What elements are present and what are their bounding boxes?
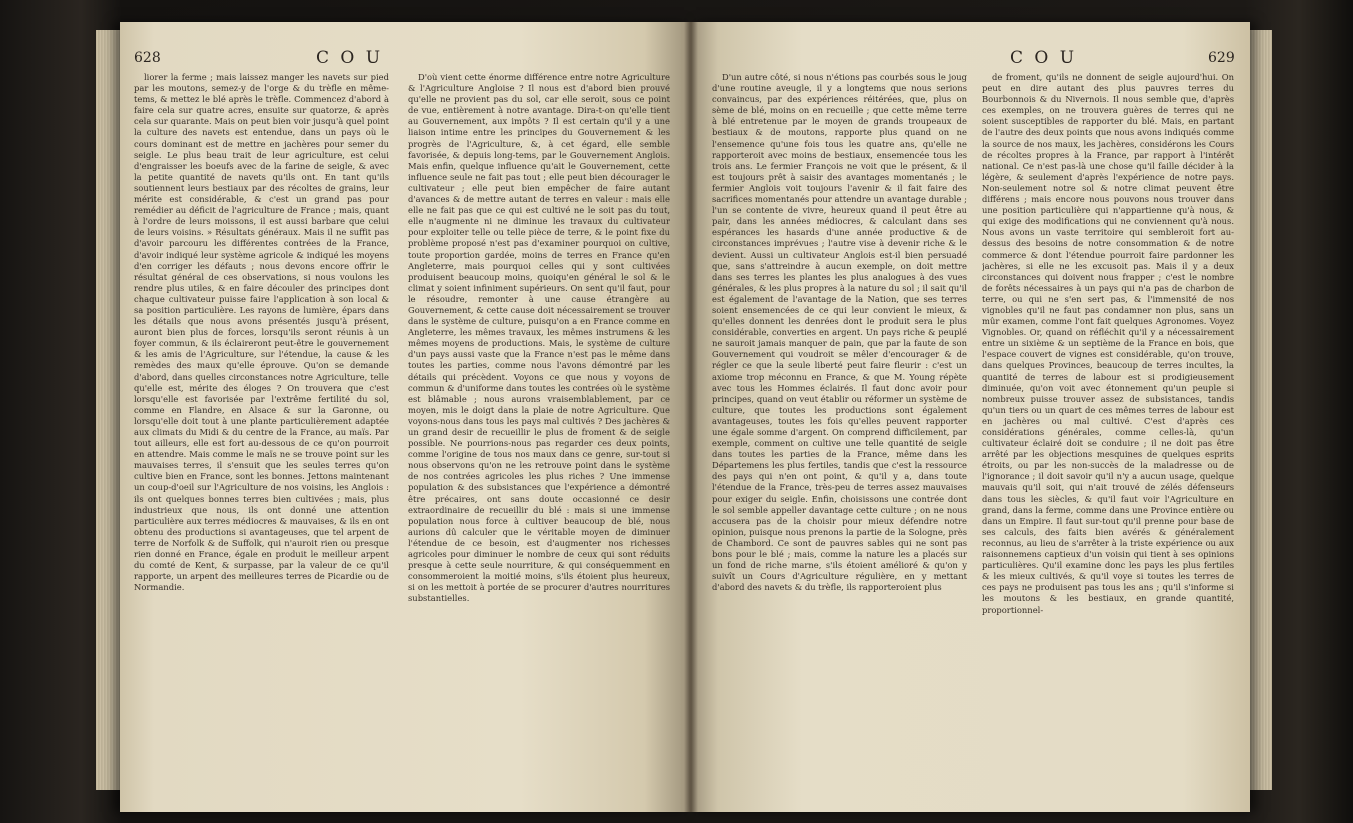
column-text: liorer la ferme ; mais laissez manger les navets sur pied par les moutons, semez-y de l'orge & du trèfle en même-tems, & mettez le blé après le trèfle. Commencez d'abord à faire cela sur quatre acres, ensuite sur quatorze, & après cela sur quarante. Mais on peut bien voir jusqu'à quel point la culture des navets est entendue, dans un pays où le cours dominant est de mettre en jachères pour semer du seigle. Le plus beau trait de leur agriculture, est celui d'engraisser les boeufs avec de la farine de seigle, & avec la petite quantité de navets qu'ils ont. En tant qu'ils soutiennent leurs bestiaux par des récoltes de grains, leur mérite est considérable, & c'est un grand pas pour remédier au déficit de l'agriculture de France ; mais, quant à l'ordre de leurs moissons, il est aussi barbare que celui de leurs voisins. » Résultats généraux. Mais il ne suffit pas d'avoir parcouru les différentes contrées de la France, d'avoir indiqué leur système agricole & indiqué les moyens d'en corriger les défauts ; nous devons encore offrir le résultat général de ces observations, si nous voulons les rendre plus utiles, & en faire découler des principes dont chaque cultivateur puisse faire l'application à son local & sa position particulière. Les rayons de lumière, épars dans les détails que nous avons présentés jusqu'à présent, auront bien plus de forces, lorsqu'ils seront réunis à un foyer commun, & ils éclaireront peut-être le gouvernement & les amis de l'Agriculture, sur l'étendue, la cause & les remèdes des maux qu'elle éprouve. Qu'on se demande d'abord, dans quelles circonstances notre Agriculture, telle qu'elle est, mérite des éloges ? On trouvera que c'est lorsqu'elle est favorisée par l'extrême fertilité du sol, comme en Flandre, en Alsace & sur la Garonne, ou lorsqu'elle doit tout à une plante particulièrement adaptée aux climats du Midi & du centre de la France, au maïs. Par tout ailleurs, elle est fort au-dessous de ce qu'on pourroit en attendre. Mais comme le maïs ne se trouve point sur les mauvaises terres, il s'ensuit que les seules terres qu'on cultive bien en France, sont les bonnes. Jettons maintenant un coup-d'oeil sur l'Agriculture de nos voisins, les Anglois : ils ont quelques bonnes terres bien cultivées ; mais, plus industrieux que nous, ils ont donné une attention particulière aux terres médiocres & mauvaises, & ils en ont obtenu des productions si avantageuses, que tel arpent de terre de Norfolk & de Suffolk, qui n'auroit rien ou presque rien donné en France, égale en produit le meilleur arpent du comté de Kent, & surpasse, par la valeur de ce qu'il rapporte, un arpent des meilleures terres de Picardie ou de Normandie. (134, 72, 389, 593)
right-page (690, 22, 1250, 812)
column-text: D'où vient cette énorme différence entre notre Agriculture & l'Agriculture Angloise ? Il nous est d'abord bien prouvé qu'elle ne provient pas du sol, car elle seroit, sous ce point de vue, entièrement à notre avantage. Dira-t-on qu'elle tient au Gouvernement, aux impôts ? Il est certain qu'il y a une liaison intime entre les principes du Gouvernement & les progrès de l'Agriculture, &, à cet égard, elle semble favorisée, & depuis long-tems, par le Gouvernement Anglois. Mais enfin, quelque influence qu'ait le Gouvernement, cette influence seule ne fait pas tout ; elle peut bien décourager le cultivateur ; elle peut bien empêcher de faire autant d'avances & de mettre autant de terres en valeur : mais elle elle ne fait pas que ce qui est cultivé ne le soit pas du tout, elle n'augmente ni ne diminue les travaux du cultivateur pour exploiter telle ou telle pièce de terre, & le point fixe du problème proposé n'est pas d'examiner pourquoi on cultive, toute proportion gardée, moins de terres en France qu'en Angleterre, mais pourquoi celles qui y sont cultivées produisent beaucoup moins, quoiqu'en général le sol & le climat y soient infiniment supérieurs. On sent qu'il faut, pour le résoudre, remonter à une cause étrangère au Gouvernement, & cette cause doit nécessairement se trouver dans le système de culture, puisqu'on a en France comme en Angleterre, les mêmes travaux, les mêmes instrumens & les mêmes moyens de productions. Mais, le système de culture d'un pays aussi vaste que la France n'est pas le même dans toutes les parties, comme nous l'avons démontré par les détails qui précèdent. Voyons ce que nous y voyons de commun & d'uniforme dans toutes les contrées où le système est blâmable ; nous aurons vraisemblablement, par ce moyen, mis le doigt dans la plaie de notre Agriculture. Que voyons-nous dans tous les pays mal cultivés ? Des jachères & un grand desir de recueillir le plus de froment & de seigle possible. Ne pourrions-nous pas regarder ces deux points, comme l'origine de tous nos maux dans ce genre, sur-tout si nous observons qu'on ne les retrouve point dans le système de nos contrées agricoles les plus riches ? Une immense population & des subsistances que l'expérience a démontré être précaires, ont sans doute occasionné ce desir extraordinaire de recueillir du blé : mais si une immense population nous force à cultiver beaucoup de blé, nous aurions dû calculer que le véritable moyen de diminuer l'étendue de ce besoin, est d'augmenter nos richesses agricoles pour diminuer le nombre de ceux qui sont réduits presque à cette seule nourriture, & qui conséquemment en consommeroient la moitié moins, s'ils étoient plus heureux, si on les mettoit à portée de se procurer d'autres nourritures substantielles. (408, 72, 670, 604)
book-gutter (684, 22, 698, 812)
text-column (982, 72, 1234, 812)
running-header: C O U (1010, 48, 1078, 68)
page-number: 628 (134, 50, 161, 66)
column-text: D'un autre côté, si nous n'étions pas courbés sous le joug d'une routine aveugle, il y a longtems que nous serions convaincus, par des expériences réitérées, que, plus on sème de blé, moins on en recueille ; que cette même terre à blé entretenue par le moyen de grands troupeaux de bestiaux & de moutons, rapporte plus quand on ne l'ensemence qu'une fois tous les quatre ans, qu'elle ne rapporteroit avec moins de bestiaux, ensemencée tous les trois ans. Le fermier François ne voit que le présent, & il est toujours prêt à saisir des avantages momentanés ; le fermier Anglois voit toujours l'avenir & il fait faire des sacrifices momentanés pour attendre un avantage durable ; l'un se contente de vivre, heureux quand il peut être au pair, dans les années médiocres, & calculant dans ses espérances les hasards d'une année productive & de circonstances imprévues ; l'autre vise à devenir riche & le devient. Aussi un cultivateur Anglois est-il bien persuadé que, sans s'attreindre à aucun exemple, on doit mettre dans ses terres les plantes les plus analogues à des vues générales, & les plus propres à la nature du sol ; il sait qu'il est également de l'avantage de la Nation, que ses terres soient ensemencées de ce qui leur convient le mieux, & qu'elles donnent les denrées dont le produit sera le plus considérable, converties en argent. Un pays riche & peuplé ne sauroit jamais manquer de pain, que par la faute de son Gouvernement qui voudroit se mêler d'encourager & de régler ce que la seule liberté peut faire fleurir : c'est un axiome trop méconnu en France, & que M. Young répète avec tous les Hommes éclairés. Il faut donc avoir pour principes, quand on veut établir ou réformer un système de culture, que toutes les productions sont également avantageuses, toutes les fois qu'elles peuvent rapporter une égale somme d'argent. On comprend difficilement, par exemple, comment on cultive une telle quantité de seigle dans toutes les parties de la France, même dans les Départemens les plus fertiles, tandis que c'est la ressource des pays qui n'en ont point, & qu'il y a, dans toute l'étendue de la France, très-peu de terres assez mauvaises pour exiger du seigle. Enfin, choisissons une contrée dont le sol semble appeller davantage cette culture ; on ne nous accusera pas de la choisir pour mieux défendre notre opinion, puisque nous prenons la partie de la Sologne, près de Chambord. Ce sont de pauvres sables qui ne sont pas bons pour le blé ; mais, comme la nature les a placés sur un fond de riche marne, s'ils étoient amélioré & qu'on y suivît un Cours d'Agriculture régulière, en y mettant d'abord des navets & du trèfle, ils rapporteroient plus (712, 72, 967, 593)
left-page-edges (96, 30, 122, 790)
running-header: C O U (316, 48, 384, 68)
page-number: 629 (1208, 50, 1235, 66)
text-column (408, 72, 670, 812)
text-column (134, 72, 389, 812)
left-page (120, 22, 690, 812)
column-text: de froment, qu'ils ne donnent de seigle aujourd'hui. On peut en dire autant des plus pauvres terres du Bourbonnois & du Nivernois. Il nous semble que, d'après ces exemples, on ne trouvera guères de terres qui ne soient susceptibles de rapporter du blé. Mais, en partant de l'autre des deux points que nous avons indiqués comme la source de nos maux, les jachères, considérons les Cours de récoltes propres à la France, par rapport à l'intérêt national. Ce n'est pas-là une chose qu'il faille décider à la légère, & seulement d'après l'expérience de notre pays. Non-seulement notre sol & notre climat peuvent être différens ; mais encore nous pouvons nous trouver dans une position particulière qui n'appartienne qu'à nous, & qui exige des modifications qui ne conviennent qu'à nous. Nous avons un vaste territoire qui sembleroit fort au-dessus des besoins de notre consommation & de notre commerce & dont l'étendue pourroit faire pardonner les jachères, si elle ne les excusoit pas. Mais il y a deux circonstances qui doivent nous frapper ; c'est le nombre de forêts nécessaires à un pays qui n'a pas de charbon de terre, ou qui ne s'en sert pas, & l'immensité de nos vignobles qu'il ne faut pas condamner non plus, sans un mûr examen, comme l'ont fait quelques Agronomes. Voyez Vignobles. Or, quand on réfléchit qu'il y a nécessairement entre un sixième & un septième de la France en bois, que l'espace couvert de vignes est considérable, qu'on trouve, dans quelques Provinces, beaucoup de terres incultes, la quantité de terres de labour est si prodigieusement diminuée, qu'on voit avec étonnement qu'un peuple si nombreux puisse trouver assez de subsistances, tandis qu'un tiers ou un quart de ces mêmes terres de labour est en jachères ou mal cultivé. C'est d'après ces considérations générales, comme celles-là, qu'un cultivateur éclairé doit se conduire ; il ne doit pas être arrêté par les objections mesquines de quelques esprits étroits, ou par les non-succès de la maladresse ou de l'ignorance ; il doit savoir qu'il n'y a aucun usage, quelque mauvais qu'il soit, qui n'ait trouvé de zélés défenseurs dans tous les siècles, & qu'il faut voir l'Agriculture en grand, dans la ferme, comme dans une Province entière ou dans un Empire. Il faut sur-tout qu'il prenne pour base de ses calculs, des faits bien avérés & généralement reconnus, au lieu de s'arrêter à la triste expérience ou aux raisonnemens captieux d'un voisin qui tient à ses opinions particulières. Qu'il examine donc les pays les plus fertiles & les mieux cultivés, & qu'il voye si toutes les terres de ces pays ne produisent pas tous les ans ; qu'il s'informe si les moutons & les bestiaux, en grande quantité, proportionnel- (982, 72, 1234, 615)
right-page-edges (1248, 30, 1272, 790)
text-column (712, 72, 967, 812)
